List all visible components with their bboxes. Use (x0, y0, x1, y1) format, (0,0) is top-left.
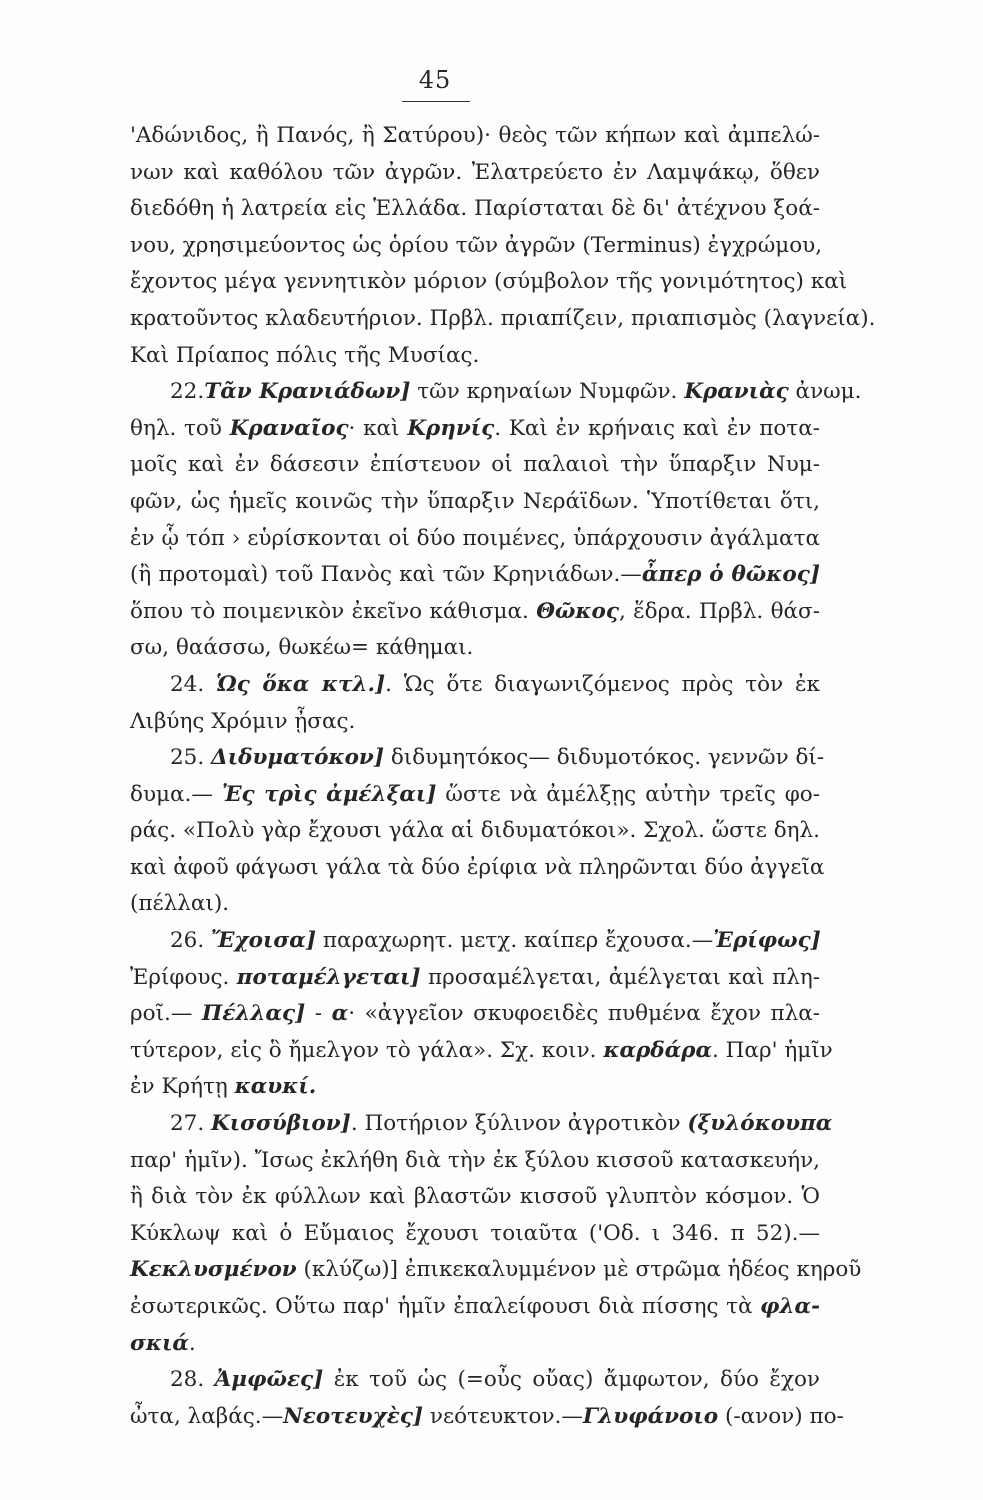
text-segment: νων καὶ καθόλου τῶν ἀγρῶν. Ἐλατρεύετο ἐν Λαμψάκῳ, ὅθεν (130, 159, 820, 185)
headword: α (331, 1001, 349, 1027)
text-segment: 'Αδώνιδος, ἢ Πανός, ἢ Σατύρου)· θεὸς τῶν κήπων καὶ ἀμπελώ- (130, 123, 820, 148)
text-segment: καὶ ἀφοῦ φάγωσι γάλα τὰ δύο ἐρίφια νὰ πληρῶνται δύο ἀγγεῖα (130, 854, 825, 880)
text-line (130, 447, 820, 484)
text-segment: ράς. «Πολὺ γὰρ ἔχουσι γάλα αἱ διδυματόκοι». Σχολ. ὥστε δηλ. (130, 818, 820, 844)
text-segment: ὦτα, λαβάς.— (130, 1403, 284, 1429)
text-segment: ἢ διὰ τὸν ἐκ φύλλων καὶ βλαστῶν κισσοῦ γλυπτὸν κόσμον. Ὁ (130, 1184, 820, 1210)
text-segment: νου, χρησιμεύοντος ὡς ὁρίου τῶν ἀγρῶν (Terminus) ἐγχρώμου, (130, 232, 823, 258)
text-segment: δυμα.— (130, 781, 222, 807)
text-line (130, 813, 820, 850)
text-line (130, 1362, 820, 1399)
text-line (130, 667, 820, 704)
text-line (130, 740, 825, 777)
text-segment: - (305, 1001, 332, 1027)
headword: Πέλλας] (201, 1001, 306, 1027)
text-line (130, 521, 820, 558)
text-line (130, 374, 862, 411)
text-segment: προσαμέλγεται, ἀμέλγεται καὶ πλη- (420, 964, 820, 990)
text-segment: παραχωρητ. μετχ. καίπερ ἔχουσα.— (316, 928, 714, 954)
headword: (ξυλόκουπα (687, 1111, 833, 1137)
text-segment: , ἕδρα. Πρβλ. θάσ- (618, 598, 821, 624)
text-line (130, 1106, 833, 1143)
text-line (130, 1399, 844, 1436)
text-line (130, 155, 820, 192)
text-segment: σω, θαάσσω, θωκέω= κάθημαι. (130, 635, 474, 661)
text-segment: (κλύζω)] ἐπικεκαλυμμένον μὲ στρῶμα ἡδέος κηροῦ (296, 1257, 862, 1283)
text-segment: . (188, 1330, 196, 1356)
headword: καυκί. (234, 1074, 317, 1100)
headword: Ἐς τρὶς ἀμέλξαι] (221, 781, 437, 807)
text-segment: 26. (170, 928, 212, 954)
text-segment: · «ἀγγεῖον σκυφοειδὲς πυθμένα ἔχον πλα- (348, 1001, 820, 1027)
text-segment: κρατοῦντος κλαδευτήριον. Πρβλ. πριαπίζειν, πριαπισμὸς (λαγνεία). (130, 305, 876, 331)
headword: σκιά (130, 1330, 189, 1356)
text-segment: Ἐρίφους. (130, 964, 237, 990)
text-segment: τύτερον, εἰς ὃ ἤμελγον τὸ γάλα». Σχ. κοιν. (130, 1037, 604, 1063)
text-line (130, 118, 820, 155)
text-line (130, 886, 820, 923)
headword: ἆπερ ὁ θῶκος] (641, 562, 820, 588)
headword: Κεκλυσμένον (130, 1257, 297, 1283)
text-segment: Κύκλωψ καὶ ὁ Εὔμαιος ἔχουσι τοιαῦτα ('Οδ. ι 346. π 52).— (130, 1220, 820, 1246)
text-segment: μοῖς καὶ ἐν δάσεσιν ἐπίστευον οἱ παλαιοὶ τὴν ὕπαρξιν Νυμ- (130, 452, 820, 478)
text-line (130, 338, 820, 375)
text-line (130, 228, 823, 265)
text-segment: τῶν κρηναίων Νυμφῶν. (410, 379, 685, 405)
headword: Ὡς ὅκα κτλ.] (216, 671, 386, 697)
headword: Κισσύβιον] (211, 1111, 351, 1137)
headword: Ἐρίφως] (713, 928, 821, 954)
text-segment: θηλ. τοῦ (130, 415, 230, 441)
headword: Τᾶν Κρανιάδων] (204, 379, 411, 405)
text-line (130, 996, 820, 1033)
text-segment: ἐκ τοῦ ὡς (=οὖς οὔας) ἄμφωτον, δύο ἔχον (323, 1367, 820, 1393)
text-line (130, 411, 820, 448)
text-segment: ἐν Κρήτῃ (130, 1074, 235, 1100)
text-segment: παρ' ἡμῖν). Ἴσως ἐκλήθη διὰ τὴν ἐκ ξύλου κισσοῦ κατασκευήν, (130, 1147, 820, 1173)
text-line (130, 191, 820, 228)
headword: Κρανιὰς (684, 379, 789, 405)
text-segment: ἐσωτερικῶς. Οὕτω παρ' ἡμῖν ἐπαλείφουσι διὰ πίσσης τὰ (130, 1294, 760, 1319)
text-segment: ροῖ.— (130, 1001, 202, 1027)
text-line (130, 1216, 820, 1253)
text-line (130, 1179, 820, 1216)
headword: καρδάρα (603, 1037, 713, 1063)
text-line (130, 1289, 820, 1326)
text-line (130, 1033, 833, 1070)
text-segment: . Ὡς ὅτε διαγωνιζόμενος πρὸς τὸν ἐκ (385, 671, 820, 697)
text-segment: . Ποτήριον ξύλινον ἀγροτικὸν (350, 1111, 688, 1137)
text-segment: Καὶ Πρίαπος πόλις τῆς Μυσίας. (130, 342, 480, 368)
text-line (130, 923, 820, 960)
headword: Γλυφάνοιο (582, 1403, 719, 1429)
text-segment: 25. (170, 745, 212, 771)
text-segment: διεδόθη ἡ λατρεία εἰς Ἑλλάδα. Παρίσταται δὲ δι' ἀτέχνου ξοά- (130, 196, 820, 222)
text-segment: 22. (170, 379, 205, 405)
text-segment: 28. (170, 1367, 215, 1393)
text-segment: 24. (170, 671, 217, 697)
headword: Ἔχοισα] (211, 928, 316, 954)
text-line (130, 484, 820, 521)
text-segment: διδυμητόκος— διδυμοτόκος. γεννῶν δί- (384, 745, 825, 771)
headword: ποταμέλγεται] (236, 964, 421, 990)
text-line (130, 301, 876, 338)
headword: Νεοτευχὲς] (283, 1403, 424, 1429)
text-line (130, 1326, 820, 1363)
text-line (130, 1069, 820, 1106)
text-segment: 27. (170, 1111, 212, 1137)
text-segment: (ἢ προτομαὶ) τοῦ Πανὸς καὶ τῶν Κρηνιάδων.— (130, 562, 642, 588)
text-segment: νεότευκτον.— (423, 1403, 583, 1429)
text-segment: (-ανον) πο- (718, 1403, 844, 1429)
text-segment: . Παρ' ἡμῖν (712, 1037, 833, 1063)
headword: Κραναῖος (229, 415, 349, 441)
headword: Ἀμφῶες] (214, 1367, 324, 1393)
text-segment: Λιβύης Χρόμιν ᾖσας. (130, 708, 356, 734)
text-segment: ἐν ᾧ τόπ › εὑρίσκονται οἱ δύο ποιμένες, ὑπάρχουσιν ἀγάλματα (130, 525, 820, 551)
page-number-rule (402, 101, 470, 102)
text-line (130, 850, 825, 887)
text-line (130, 594, 820, 631)
page-number: 45 (418, 66, 452, 94)
text-segment: ὅπου τὸ ποιμενικὸν ἐκεῖνο κάθισμα. (130, 598, 537, 624)
text-line (130, 1252, 862, 1289)
text-segment: φῶν, ὡς ἡμεῖς κοινῶς τὴν ὕπαρξιν Νεράϊδων. Ὑποτίθεται ὅτι, (130, 488, 820, 514)
text-segment: · καὶ (348, 415, 408, 441)
text-segment: (πέλλαι). (130, 891, 230, 917)
text-segment: . Καὶ ἐν κρήναις καὶ ἐν ποτα- (494, 415, 820, 441)
text-segment: ὥστε νὰ ἀμέλξῃς αὐτὴν τρεῖς φο- (436, 781, 820, 807)
headword: Κρηνίς (407, 415, 495, 441)
headword: φλα- (760, 1294, 820, 1319)
text-line (130, 960, 820, 997)
text-line (130, 630, 820, 667)
text-segment: ἀνωμ. (788, 379, 862, 405)
text-line (130, 704, 820, 741)
text-line (130, 1143, 820, 1180)
text-segment: ἔχοντος μέγα γεννητικὸν μόριον (σύμβολον τῆς γονιμότητος) καὶ (130, 269, 848, 295)
text-line (130, 557, 820, 594)
text-line (130, 777, 820, 814)
headword: Διδυματόκον] (211, 745, 385, 771)
body-text (130, 118, 876, 1435)
text-line (130, 264, 848, 301)
headword: Θῶκος (536, 598, 619, 624)
